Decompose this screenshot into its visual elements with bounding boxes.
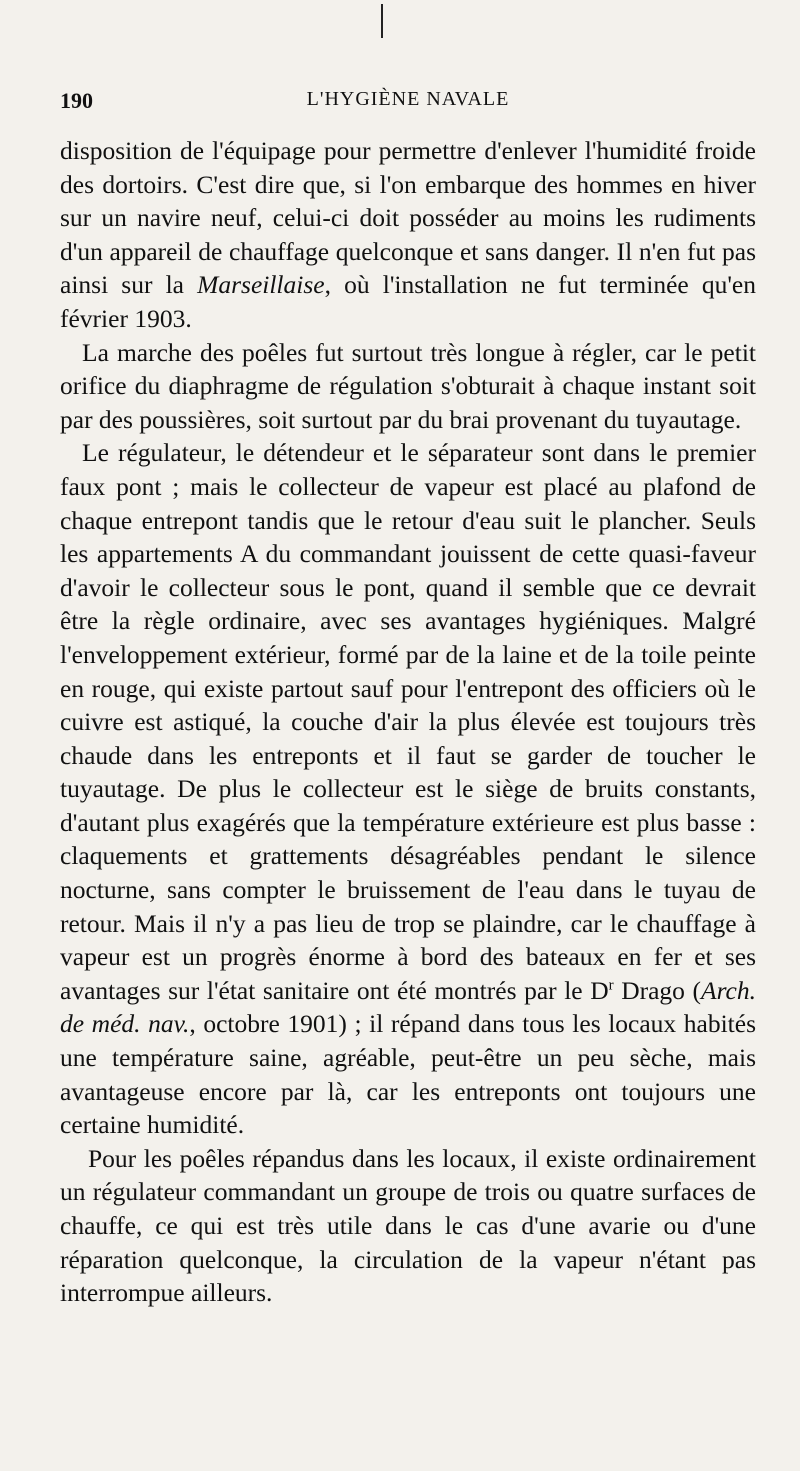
- page-header: [60, 88, 756, 118]
- page-number: 190: [60, 88, 93, 113]
- running-title: L'HYGIÈNE NAVALE: [306, 88, 510, 110]
- text-run: Le régulateur, le détendeur et le séparateur sont dans le premier faux pont ; mais le collecteur de vapeur est placé au plafond de chaque entrepont tandis que le retour d'eau suit le plancher. Seuls les appartements A du commandant jouissent de cette quasi-faveur d'avoir le collecteur sous le pont, quand il semble que ce devrait être la règle ordinaire, avec ses avantages hygiéniques. Malgré l'enveloppement extérieur, formé par de la laine et de la toile peinte en rouge, qui existe partout sauf pour l'entrepont des officiers où le cuivre est astiqué, la couche d'air la plus élevée est toujours très chaude dans les entreponts et il faut se garder de toucher le tuyautage. De plus le collecteur est le siège de bruits constants, d'autant plus exagérés que la température extérieure est plus basse : claquements et grattements désagréables pendant le silence nocturne, sans compter le bruissement de l'eau dans le tuyau de retour. Mais il n'y a pas lieu de trop se plaindre, car le chauffage à vapeur est un progrès énorme à bord des bateaux en fer et ses avantages sur l'état sanitaire ont été montrés par le D: [60, 438, 756, 1005]
- superscript: r: [608, 977, 614, 994]
- text-run: disposition de l'équipage pour permettre d'enlever l'humidité froide des dortoirs. C'est dire que, si l'on embarque des hommes en hiver sur un navire neuf, celui-ci doit posséder au moins les rudiments d'un appareil de chauffage quelconque et sans danger. Il n'en fut pas ainsi sur la: [60, 136, 756, 300]
- paragraph: [60, 134, 756, 336]
- page-top-mark: [381, 4, 383, 38]
- text-run: Pour les poêles répandus dans les locaux, il existe ordinairement un régulateur commandant un groupe de trois ou quatre surfaces de chauffe, ce qui est très utile dans le cas d'une avarie ou d'une réparation quelconque, la circulation de la vapeur n'étant pas interrompue ailleurs.: [60, 1143, 756, 1308]
- text-run: La marche des poêles fut surtout très longue à régler, car le petit orifice du diaphragme de régulation s'obturait à chaque instant soit par des poussières, soit surtout par du brai provenant du tuyautage.: [60, 337, 756, 434]
- paragraph: [60, 436, 756, 1141]
- text-run: Drago (: [613, 975, 701, 1005]
- text-run: , octobre 1901) ; il répand dans tous les locaux habités une température saine, agréable, peut-être un peu sèche, mais avantageuse encore par là, car les entreponts ont toujours une certaine humidité.: [60, 1009, 756, 1140]
- paragraph: [60, 1142, 756, 1310]
- ship-name: Marseillaise: [197, 270, 325, 300]
- text-run: , où l'installation ne fut terminée qu'en février 1903.: [60, 270, 756, 333]
- citation: Arch. de méd. nav.: [60, 975, 756, 1039]
- paragraph: [60, 336, 756, 437]
- body-text: [60, 134, 756, 1310]
